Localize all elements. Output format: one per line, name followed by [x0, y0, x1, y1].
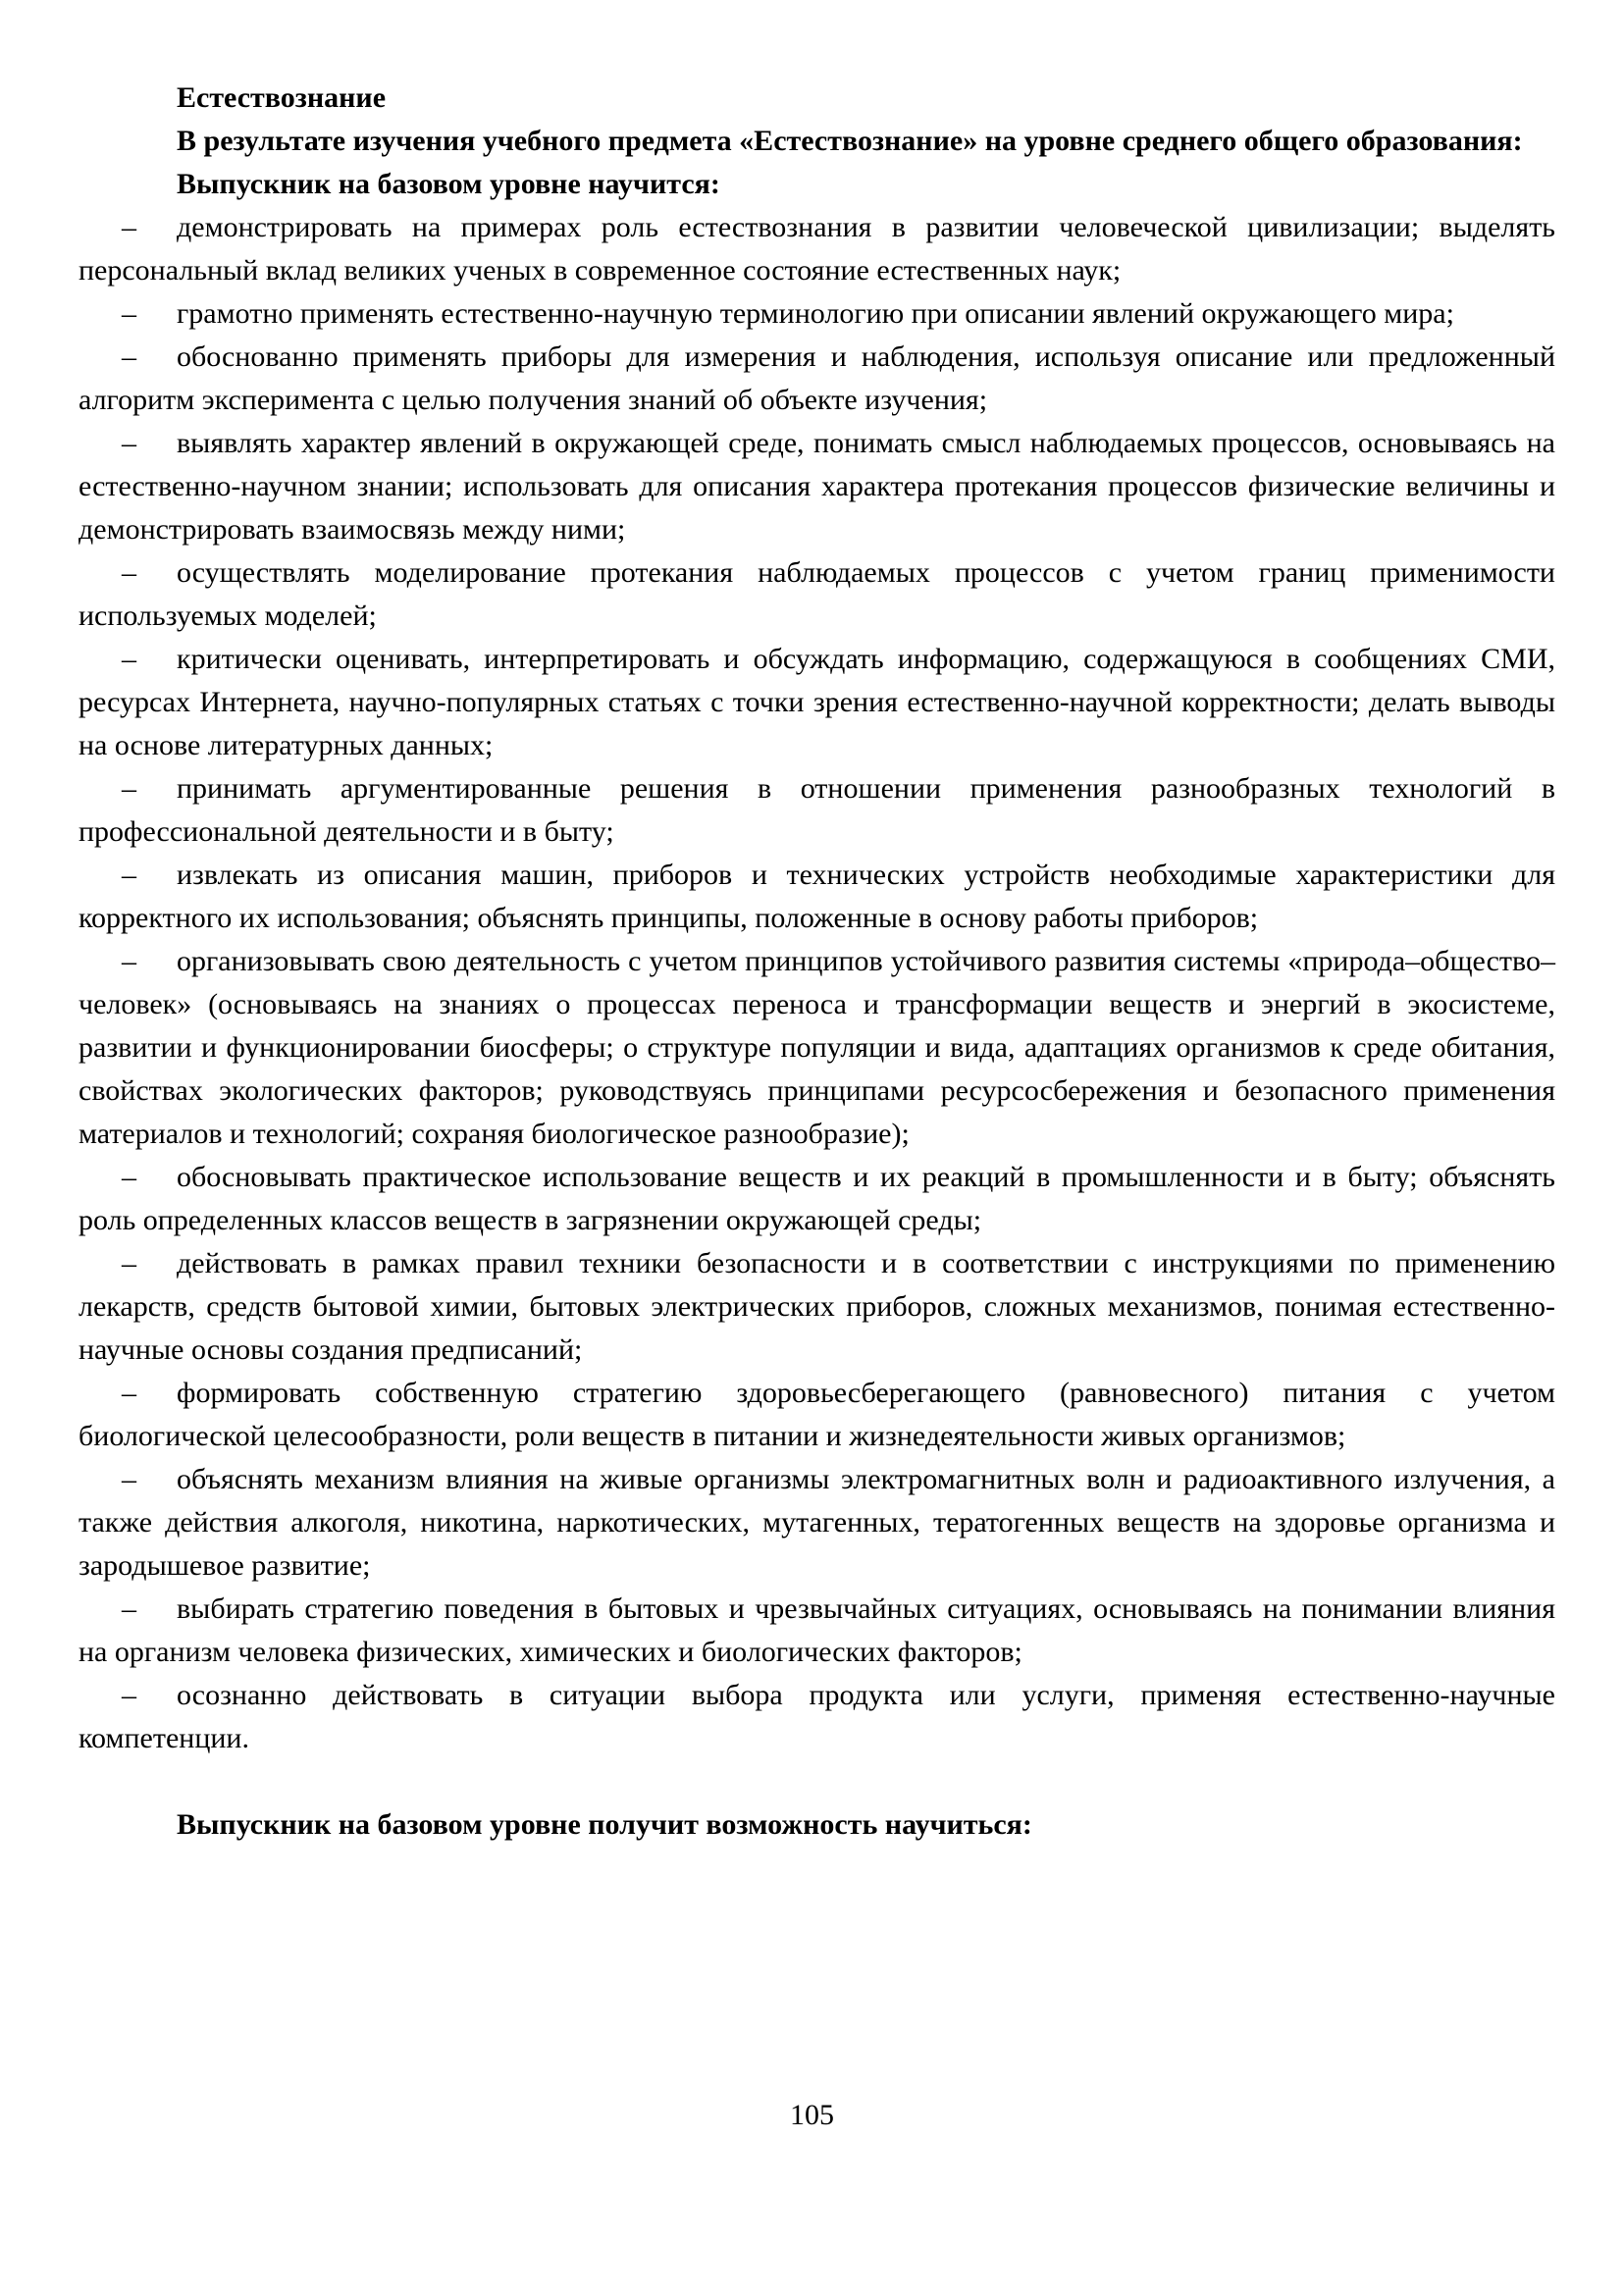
list-item-text: критически оценивать, интерпретировать и обсуждать информацию, содержащуюся в сообщениях СМИ, ресурсах Интернета, научно-популярных статьях с точки зрения естественно-научной корректности; делать выводы на основе литературных данных; — [79, 643, 1555, 761]
list-item-text: грамотно применять естественно-научную терминологию при описании явлений окружающего мира; — [177, 297, 1454, 330]
page-content — [79, 77, 1555, 1847]
list-item-text: осуществлять моделирование протекания наблюдаемых процессов с учетом границ применимости используемых моделей; — [79, 556, 1555, 632]
list-item-text: обоснованно применять приборы для измерения и наблюдения, используя описание или предложенный алгоритм эксперимента с целью получения знаний об объекте изучения; — [79, 340, 1555, 416]
dash-marker: – — [122, 945, 136, 977]
list-item — [79, 1588, 1555, 1674]
basic-learns-heading: Выпускник на базовом уровне научится: — [177, 168, 720, 200]
list-item-text: объяснять механизм влияния на живые организмы электромагнитных волн и радиоактивного излучения, а также действия алкоголя, никотина, наркотических, мутагенных, тератогенных веществ на здоровье организма и зародышевое развитие; — [79, 1463, 1555, 1582]
dash-marker: – — [122, 1377, 136, 1409]
list-item-text: демонстрировать на примерах роль естествознания в развитии человеческой цивилизации; выделять персональный вклад великих ученых в современное состояние естественных наук; — [79, 211, 1555, 287]
dash-marker: – — [122, 859, 136, 891]
subject-title: Естествознание — [177, 81, 387, 114]
dash-marker: – — [122, 1463, 136, 1495]
list-item-text: выявлять характер явлений в окружающей среде, понимать смысл наблюдаемых процессов, основываясь на естественно-научном знании; использовать для описания характера протекания процессов физические величины и демонстрировать взаимосвязь между ними; — [79, 427, 1555, 546]
dash-marker: – — [122, 1161, 136, 1193]
intro-paragraph: В результате изучения учебного предмета «Естествознание» на уровне среднего общего образования: — [177, 125, 1523, 157]
outcomes-list — [79, 206, 1555, 1760]
list-item — [79, 1156, 1555, 1242]
list-item — [79, 638, 1555, 767]
list-item-text: организовывать свою деятельность с учетом принципов устойчивого развития системы «природа–общество–человек» (основываясь на знаниях о процессах переноса и трансформации веществ и энергий в экосистеме, развитии и функционировании биосферы; о структуре популяции и вида, адаптациях организмов к среде обитания, свойствах экологических факторов; руководствуясь принципами ресурсосбережения и безопасного применения материалов и технологий; сохраняя биологическое разнообразие); — [79, 945, 1555, 1150]
dash-marker: – — [122, 297, 136, 330]
dash-marker: – — [122, 772, 136, 805]
list-item-text: обосновывать практическое использование веществ и их реакций в промышленности и в быту; объяснять роль определенных классов веществ в загрязнении окружающей среды; — [79, 1161, 1555, 1236]
page-number: 105 — [790, 2099, 834, 2131]
dash-marker: – — [122, 211, 136, 243]
list-item — [79, 206, 1555, 292]
list-item — [79, 854, 1555, 940]
list-item — [79, 336, 1555, 422]
list-item-text: осознанно действовать в ситуации выбора продукта или услуги, применяя естественно-научные компетенции. — [79, 1679, 1555, 1754]
dash-marker: – — [122, 556, 136, 589]
list-item — [79, 1372, 1555, 1458]
dash-marker: – — [122, 340, 136, 373]
section-spacer — [79, 1760, 1555, 1803]
list-item-text: формировать собственную стратегию здоровьесберегающего (равновесного) питания с учетом биологической целесообразности, роли веществ в питании и жизнедеятельности живых организмов; — [79, 1377, 1555, 1452]
list-item — [79, 1242, 1555, 1372]
list-item — [79, 422, 1555, 551]
list-item — [79, 292, 1555, 336]
dash-marker: – — [122, 1679, 136, 1711]
list-item — [79, 940, 1555, 1156]
opportunity-heading: Выпускник на базовом уровне получит возможность научиться: — [177, 1808, 1032, 1841]
list-item-text: действовать в рамках правил техники безопасности и в соответствии с инструкциями по применению лекарств, средств бытовой химии, бытовых электрических приборов, сложных механизмов, понимая естественно-научные основы создания предписаний; — [79, 1247, 1555, 1366]
dash-marker: – — [122, 427, 136, 459]
list-item — [79, 551, 1555, 638]
list-item — [79, 1674, 1555, 1760]
list-item — [79, 767, 1555, 854]
dash-marker: – — [122, 1247, 136, 1279]
list-item — [79, 1458, 1555, 1588]
dash-marker: – — [122, 643, 136, 675]
dash-marker: – — [122, 1592, 136, 1625]
list-item-text: извлекать из описания машин, приборов и технических устройств необходимые характеристики для корректного их использования; объяснять принципы, положенные в основу работы приборов; — [79, 859, 1555, 934]
list-item-text: принимать аргументированные решения в отношении применения разнообразных технологий в профессиональной деятельности и в быту; — [79, 772, 1555, 848]
list-item-text: выбирать стратегию поведения в бытовых и чрезвычайных ситуациях, основываясь на понимании влияния на организм человека физических, химических и биологических факторов; — [79, 1592, 1555, 1668]
